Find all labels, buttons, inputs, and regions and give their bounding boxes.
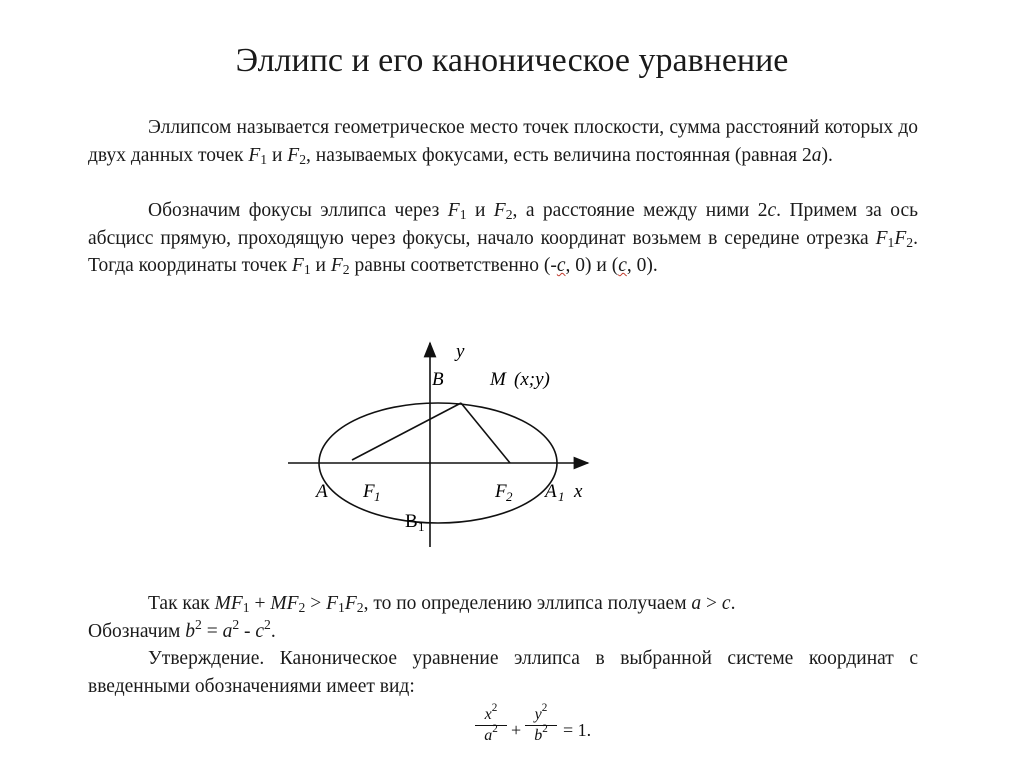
text: . [270, 620, 276, 642]
sub: 2 [356, 600, 364, 615]
text: + [249, 593, 271, 614]
numerator [525, 702, 557, 726]
canonical-equation [475, 702, 615, 761]
var-F: F [875, 227, 888, 249]
text: > [701, 593, 722, 614]
label-A: A [316, 481, 328, 502]
sub: 1 [459, 207, 467, 222]
text: , называемых фокусами, есть величина постоянная (равная 2 [306, 144, 812, 166]
sup: 2 [264, 616, 271, 632]
statement-paragraph [88, 590, 918, 700]
sup: 2 [232, 616, 240, 632]
sub: 1 [887, 234, 895, 250]
ellipse-diagram [280, 335, 600, 560]
label-A1: A [545, 481, 557, 502]
fraction-y2-b2 [525, 702, 557, 745]
sup: 2 [541, 702, 548, 714]
var-a: a [691, 593, 702, 614]
sup: 2 [194, 616, 202, 632]
var-b: b [185, 620, 195, 642]
label-F1-sub: 1 [374, 489, 381, 504]
notation-paragraph [88, 197, 918, 280]
text: и [466, 200, 494, 221]
label-F2: F [495, 481, 507, 502]
var-b: b [534, 727, 543, 744]
sub: 2 [299, 151, 307, 167]
var-F: F [326, 593, 339, 614]
text: , а расстояние между ними 2 [512, 200, 768, 221]
sup: 2 [542, 723, 548, 735]
var-F: F [330, 255, 343, 276]
label-M-coords: (x;y) [514, 369, 550, 390]
label-x: x [574, 481, 583, 502]
label-y: y [456, 341, 465, 362]
label-B1-sub: 1 [418, 519, 425, 534]
sub: 2 [342, 262, 350, 277]
text: равны соответственно (- [349, 255, 557, 276]
var-F: F [894, 227, 907, 249]
text: и [267, 144, 288, 166]
var-c: c [255, 620, 265, 642]
equals-one: = 1. [563, 720, 592, 740]
text: . [730, 593, 736, 614]
sup: 2 [491, 702, 498, 714]
text: , то по определению эллипса получаем [363, 593, 692, 614]
text: . Примем за ось абсцисс прямую, проходящую через фокусы, начало координат возьмем в середине отрезка [88, 200, 919, 249]
var-y: y [534, 706, 542, 723]
sub: 1 [260, 151, 268, 167]
label-B1: B [405, 511, 418, 532]
var-MF: MF [270, 593, 299, 614]
label-F1: F [363, 481, 375, 502]
sup: 2 [492, 723, 498, 735]
fraction-x2-a2 [475, 702, 507, 745]
text: - [239, 620, 256, 642]
text: Обозначим фокусы эллипса через [148, 200, 448, 221]
var-a: a [811, 144, 822, 166]
numerator [475, 702, 507, 726]
denominator [475, 723, 507, 745]
sub: 2 [298, 600, 306, 615]
text: , 0). [626, 255, 658, 276]
var-F: F [447, 200, 460, 221]
var-F: F [344, 593, 357, 614]
var-MF: MF [214, 593, 243, 614]
text: . Тогда координаты точек [88, 227, 918, 276]
definition-paragraph [88, 114, 918, 169]
var-F: F [493, 200, 506, 221]
label-B: B [432, 369, 444, 390]
var-c: c [721, 593, 731, 614]
text: Утверждение. Каноническое уравнение эллипса в выбранной системе координат с введенными обозначениями имеет вид: [88, 648, 918, 697]
var-c: c [618, 255, 627, 276]
sub: 1 [338, 600, 345, 615]
denominator [525, 723, 557, 745]
label-F2-sub: 2 [506, 489, 513, 504]
var-F: F [287, 144, 300, 166]
sub: 2 [906, 234, 914, 250]
text: ). [821, 144, 833, 166]
label-M: M [490, 369, 506, 390]
var-c: c [556, 255, 566, 276]
text: = [201, 620, 223, 642]
var-F: F [291, 255, 304, 276]
label-A1-sub: 1 [558, 489, 565, 504]
text: и [310, 255, 331, 276]
var-a: a [222, 620, 233, 642]
page-title: Эллипс и его каноническое уравнение [235, 42, 789, 79]
var-F: F [248, 144, 261, 166]
var-c: c [767, 200, 777, 221]
sub: 1 [303, 262, 311, 277]
sub: 1 [242, 600, 250, 615]
text: Эллипсом называется геометрическое место точек плоскости, сумма расстояний которых до двух данных точек [88, 117, 918, 166]
segment-MF1 [352, 403, 461, 460]
var-x: x [484, 706, 492, 723]
sub: 2 [505, 207, 513, 222]
text: , 0) и ( [565, 255, 619, 276]
text: > [305, 593, 327, 614]
text: Так как [148, 593, 215, 614]
var-a: a [484, 727, 493, 744]
plus-sign: + [511, 720, 522, 740]
text: Обозначим [88, 620, 186, 642]
